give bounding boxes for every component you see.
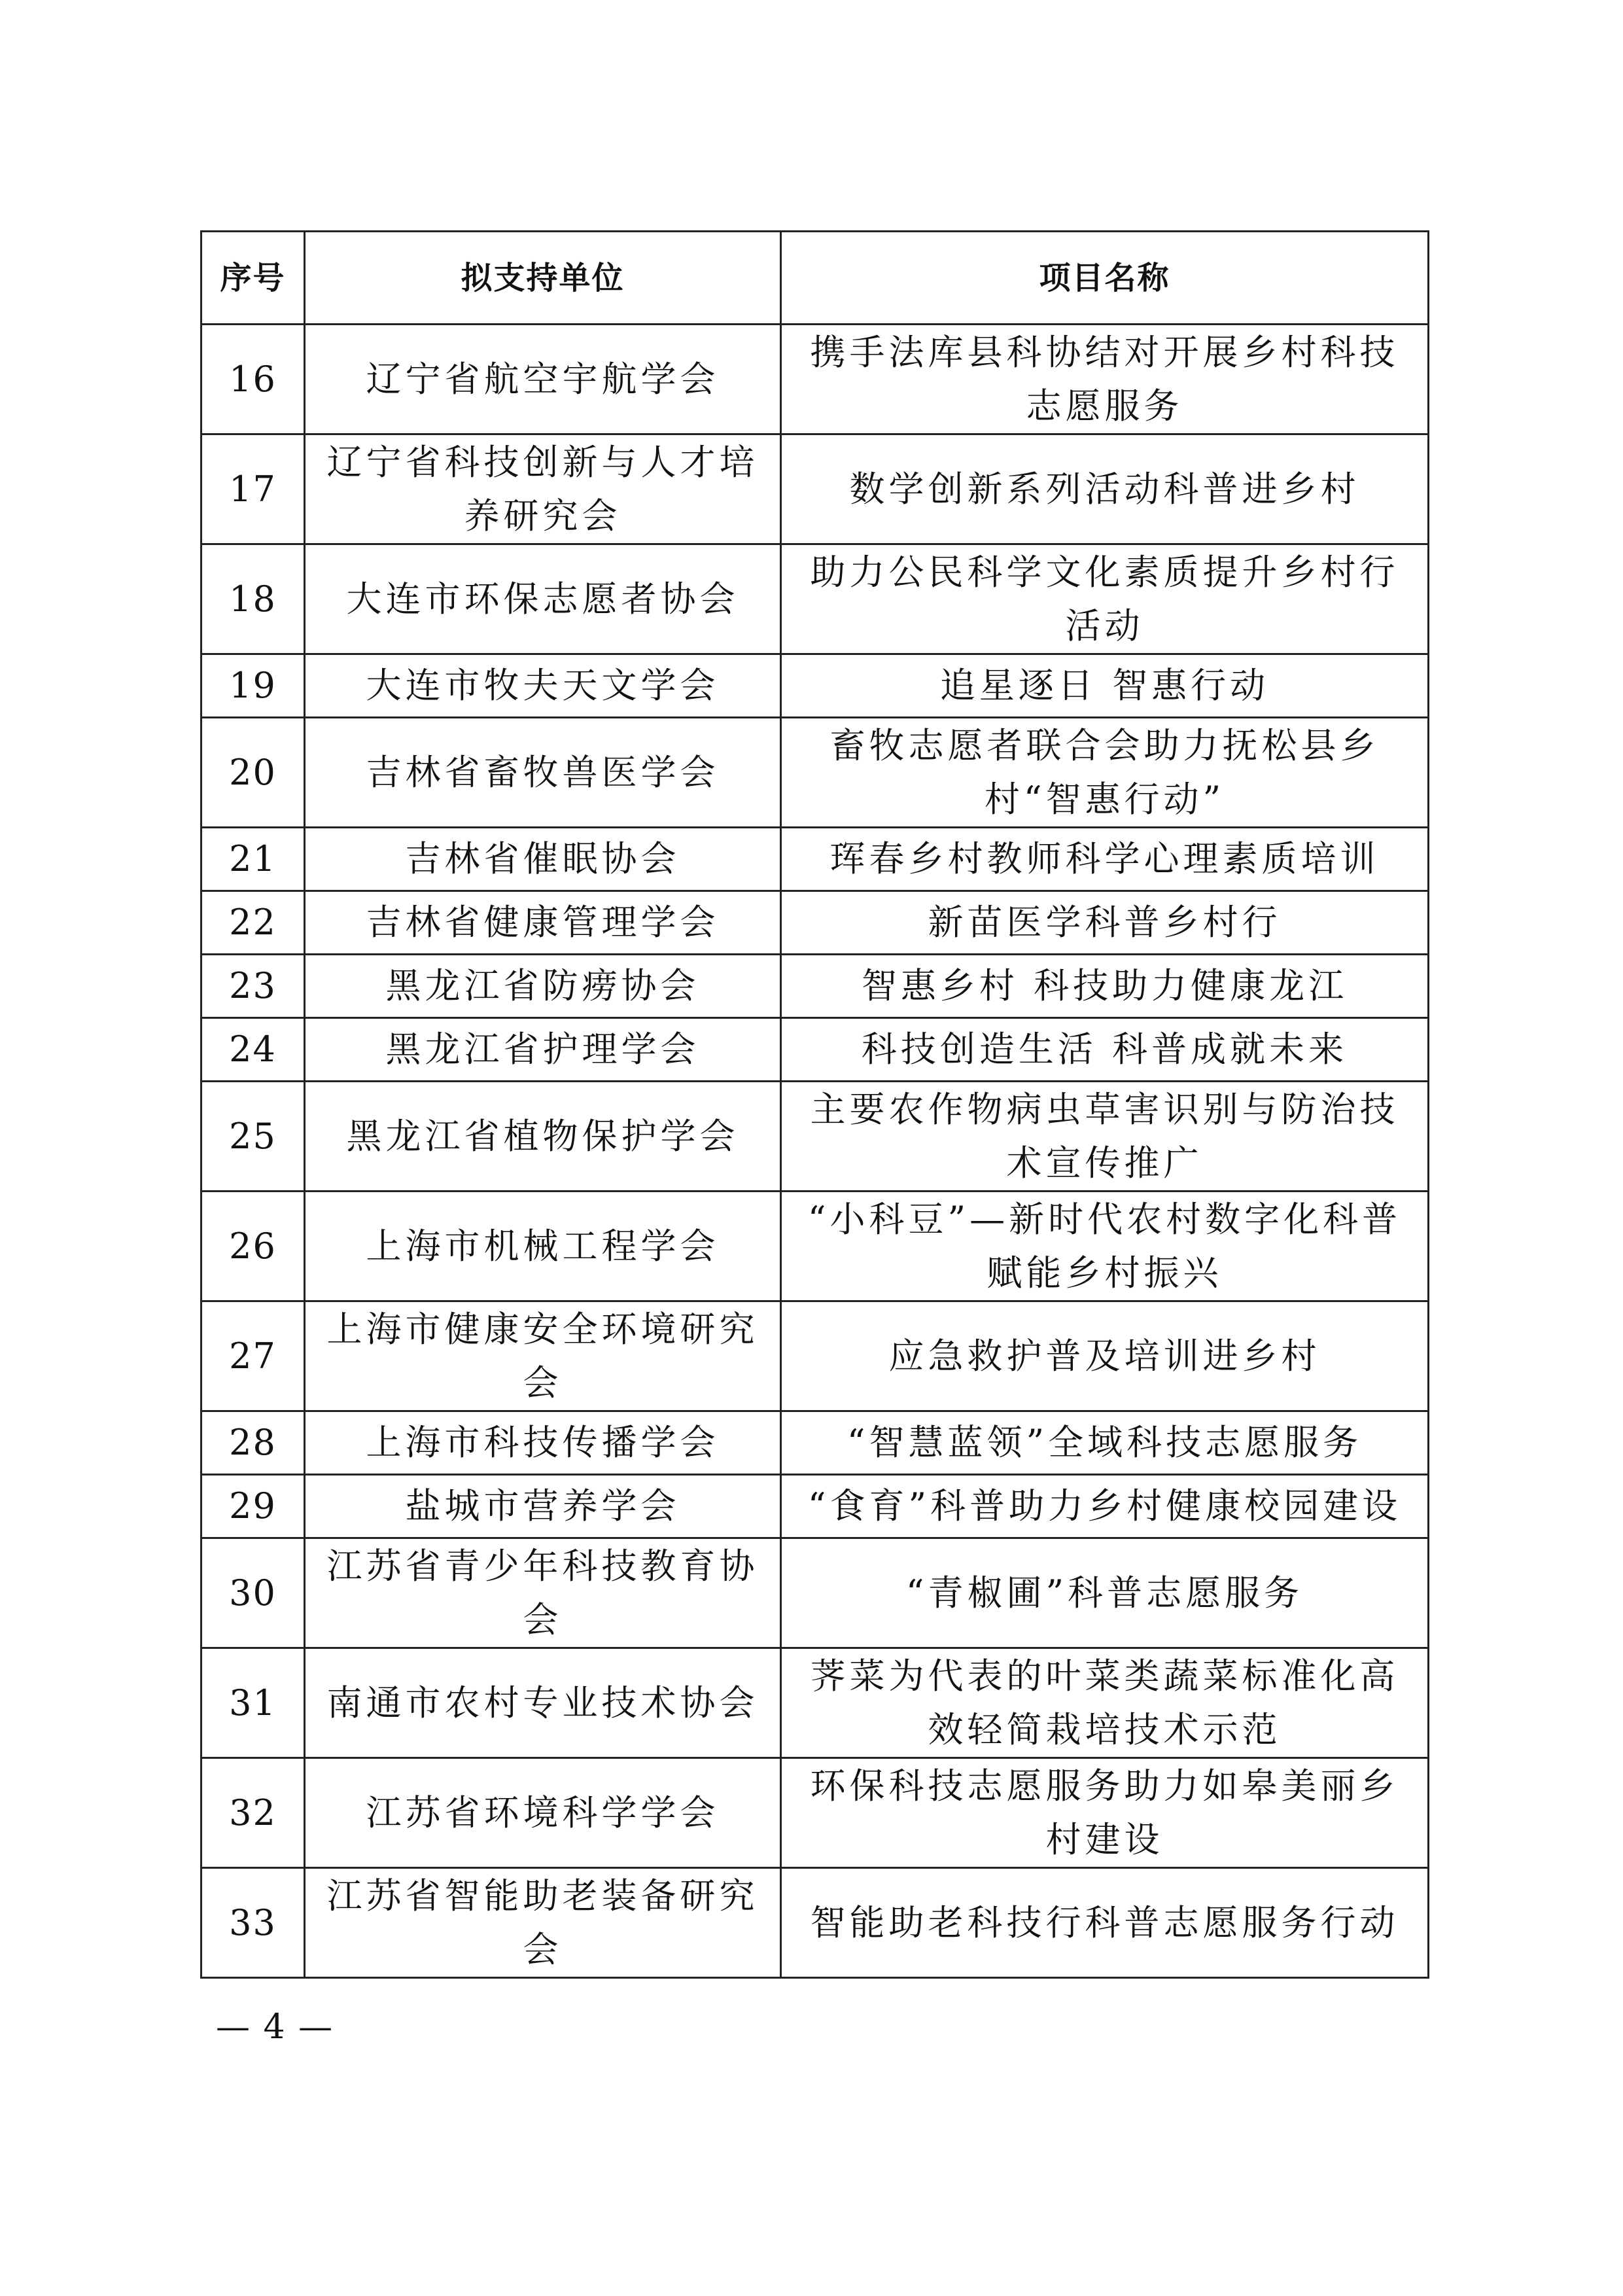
row-index: 24 [201,1018,305,1082]
header-project: 项目名称 [781,232,1429,325]
row-unit: 黑龙江省护理学会 [305,1018,781,1082]
project-table [200,230,1429,1979]
page-number: — 4 — [216,2007,334,2047]
row-project: 荠菜为代表的叶菜类蔬菜标准化高效轻简栽培技术示范 [781,1648,1429,1758]
row-project: 环保科技志愿服务助力如皋美丽乡村建设 [781,1758,1429,1868]
table-row [201,828,1429,891]
table-row [201,1018,1429,1082]
row-index: 20 [201,718,305,828]
table-row [201,1082,1429,1192]
row-unit: 大连市环保志愿者协会 [305,544,781,654]
row-unit: 江苏省环境科学学会 [305,1758,781,1868]
row-unit: 上海市科技传播学会 [305,1411,781,1475]
row-project: 追星逐日 智惠行动 [781,654,1429,718]
table-row [201,1301,1429,1411]
row-index: 28 [201,1411,305,1475]
row-index: 17 [201,434,305,544]
row-unit: 上海市健康安全环境研究会 [305,1301,781,1411]
header-unit: 拟支持单位 [305,232,781,325]
table-row [201,891,1429,955]
row-index: 27 [201,1301,305,1411]
row-unit: 盐城市营养学会 [305,1475,781,1538]
row-index: 31 [201,1648,305,1758]
row-unit: 大连市牧夫天文学会 [305,654,781,718]
row-unit: 上海市机械工程学会 [305,1192,781,1301]
table-row [201,434,1429,544]
table-row [201,325,1429,434]
row-project: 智能助老科技行科普志愿服务行动 [781,1868,1429,1978]
row-project: 科技创造生活 科普成就未来 [781,1018,1429,1082]
row-unit: 辽宁省航空宇航学会 [305,325,781,434]
row-unit: 吉林省催眠协会 [305,828,781,891]
row-unit: 吉林省健康管理学会 [305,891,781,955]
row-project: 主要农作物病虫草害识别与防治技术宣传推广 [781,1082,1429,1192]
table-row [201,1868,1429,1978]
table-row [201,1475,1429,1538]
table-row [201,1192,1429,1301]
row-unit: 吉林省畜牧兽医学会 [305,718,781,828]
row-unit: 黑龙江省防痨协会 [305,955,781,1018]
row-project: “小科豆”—新时代农村数字化科普赋能乡村振兴 [781,1192,1429,1301]
table-row [201,955,1429,1018]
table-row [201,1538,1429,1648]
table-row [201,1411,1429,1475]
row-project: 畜牧志愿者联合会助力抚松县乡村“智惠行动” [781,718,1429,828]
row-unit: 黑龙江省植物保护学会 [305,1082,781,1192]
row-index: 26 [201,1192,305,1301]
row-index: 22 [201,891,305,955]
row-index: 19 [201,654,305,718]
row-index: 25 [201,1082,305,1192]
row-project: “青椒圃”科普志愿服务 [781,1538,1429,1648]
row-project: 新苗医学科普乡村行 [781,891,1429,955]
row-project: “智慧蓝领”全域科技志愿服务 [781,1411,1429,1475]
row-project: 智惠乡村 科技助力健康龙江 [781,955,1429,1018]
row-index: 23 [201,955,305,1018]
row-index: 32 [201,1758,305,1868]
table-row [201,718,1429,828]
row-index: 29 [201,1475,305,1538]
row-index: 21 [201,828,305,891]
table-header-row [201,232,1429,325]
row-unit: 辽宁省科技创新与人才培养研究会 [305,434,781,544]
table-row [201,1648,1429,1758]
row-project: 应急救护普及培训进乡村 [781,1301,1429,1411]
row-project: 携手法库县科协结对开展乡村科技志愿服务 [781,325,1429,434]
row-index: 16 [201,325,305,434]
row-project: “食育”科普助力乡村健康校园建设 [781,1475,1429,1538]
row-project: 珲春乡村教师科学心理素质培训 [781,828,1429,891]
row-unit: 南通市农村专业技术协会 [305,1648,781,1758]
header-index: 序号 [201,232,305,325]
row-unit: 江苏省青少年科技教育协会 [305,1538,781,1648]
table-row [201,654,1429,718]
row-index: 30 [201,1538,305,1648]
row-index: 18 [201,544,305,654]
row-index: 33 [201,1868,305,1978]
row-project: 助力公民科学文化素质提升乡村行活动 [781,544,1429,654]
row-project: 数学创新系列活动科普进乡村 [781,434,1429,544]
row-unit: 江苏省智能助老装备研究会 [305,1868,781,1978]
table-row [201,1758,1429,1868]
table-row [201,544,1429,654]
